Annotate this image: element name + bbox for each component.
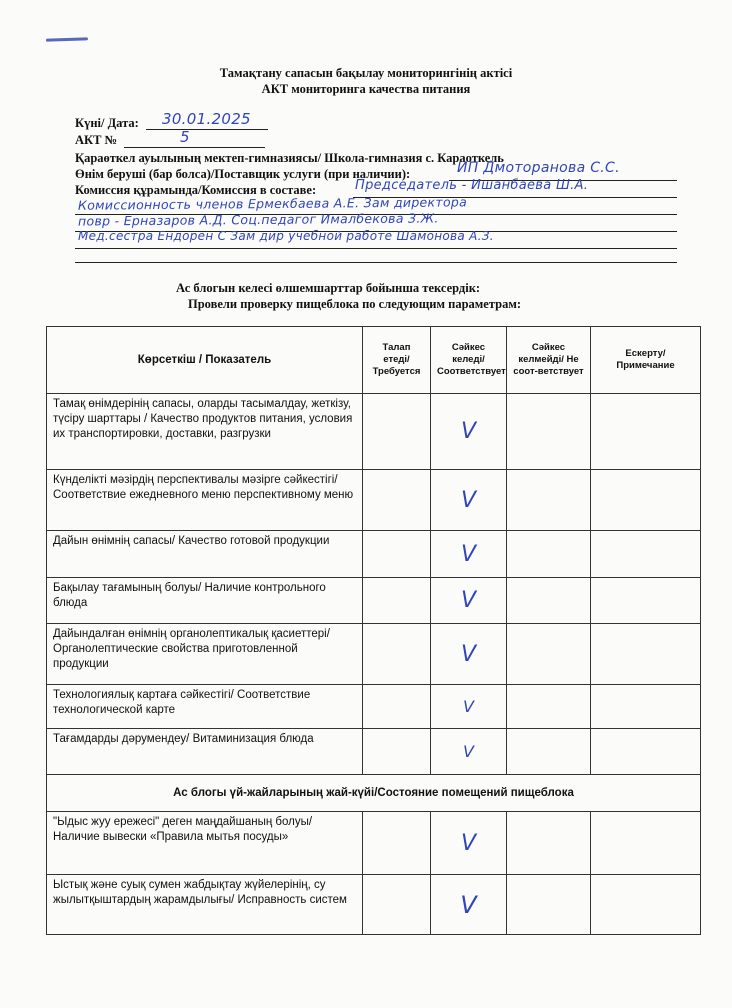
section-title: Ас блогы үй-жайларының жай-күйі/Состояние помещений пищеблока <box>47 775 701 812</box>
table-row <box>47 812 701 875</box>
table-row <box>47 875 701 935</box>
title-ru: АКТ мониторинга качества питания <box>261 82 471 96</box>
required-cell <box>363 729 431 775</box>
noncompliant-cell <box>507 470 591 531</box>
required-cell <box>363 470 431 531</box>
indicator-cell: Дайындалған өнімнің органолептикалық қасиеттері/Органолептические свойства приготовленной продукции <box>47 624 363 685</box>
required-cell <box>363 624 431 685</box>
table-row <box>47 394 701 470</box>
note-cell <box>591 578 701 624</box>
note-cell <box>591 812 701 875</box>
check-mark-icon: V <box>463 697 474 716</box>
note-cell <box>591 875 701 935</box>
noncompliant-cell <box>507 394 591 470</box>
intro-ru: Провели проверку пищеблока по следующим параметрам: <box>188 297 522 311</box>
note-cell <box>591 531 701 578</box>
compliant-cell <box>431 685 507 729</box>
indicator-cell: Күнделікті мәзірдің перспективалы мәзірге сәйкестігі/ Соответствие ежедневного меню перспективному меню <box>47 470 363 531</box>
act-number-underline <box>124 147 265 148</box>
commission-line-1: Председатель - Ишанбаева Ш.А. <box>355 178 589 193</box>
compliant-cell <box>431 729 507 775</box>
school-name: Қараөткел ауылының мектеп-гимназиясы/ Школа-гимназия с. Караоткель <box>75 151 504 165</box>
indicator-cell: Дайын өнімнің сапасы/ Качество готовой продукции <box>47 531 363 578</box>
provider-label: Өнім беруші (бар болса)/Поставщик услуги (при наличии): <box>75 167 411 181</box>
noncompliant-cell <box>507 875 591 935</box>
commission-line-3: повр - Ерназаров А.Д. Соц.педагог Ималбекова З.Ж. <box>77 210 439 229</box>
compliant-cell <box>431 394 507 470</box>
check-mark-icon: V <box>460 487 477 513</box>
required-cell <box>363 875 431 935</box>
commission-line-4: Мед.сестра Ендорен С Зам дир учебной работе Шамонова А.З. <box>78 229 494 243</box>
table-header-row <box>47 327 701 394</box>
compliant-cell <box>431 531 507 578</box>
col-header-indicator: Көрсеткіш / Показатель <box>47 327 363 394</box>
note-cell <box>591 470 701 531</box>
check-mark-icon: V <box>460 641 477 667</box>
date-label: Күні/ Дата: <box>75 116 139 130</box>
required-cell <box>363 812 431 875</box>
compliant-cell <box>431 875 507 935</box>
inspection-table <box>46 326 701 935</box>
required-cell <box>363 531 431 578</box>
table-row <box>47 531 701 578</box>
indicator-cell: Тамақ өнімдерінің сапасы, оларды тасымалдау, жеткізу, түсіру шарттары / Качество продуктов питания, условия их транспортировки, доставки, разгрузки <box>47 394 363 470</box>
compliant-cell <box>431 470 507 531</box>
table-row <box>47 470 701 531</box>
check-mark-icon: V <box>460 830 477 856</box>
required-cell <box>363 394 431 470</box>
check-mark-icon: V <box>460 890 477 919</box>
indicator-cell: Технологиялық картаға сәйкестігі/ Соответствие технологической карте <box>47 685 363 729</box>
note-cell <box>591 729 701 775</box>
indicator-cell: Ыстық және суық сумен жабдықтау жүйелерінің, су жылытқыштардың жарамдылығы/ Исправность систем <box>47 875 363 935</box>
check-mark-icon: V <box>460 588 477 613</box>
table-row <box>47 685 701 729</box>
table-row <box>47 729 701 775</box>
indicator-cell: Бақылау тағамының болуы/ Наличие контрольного блюда <box>47 578 363 624</box>
date-value: 30.01.2025 <box>162 110 251 128</box>
indicator-cell: "Ыдыс жуу ережесі" деген маңдайшаның болуы/Наличие вывески «Правила мытья посуды» <box>47 812 363 875</box>
commission-label: Комиссия құрамында/Комиссия в составе: <box>75 183 317 197</box>
note-cell <box>591 685 701 729</box>
col-header-required: Талап етеді/Требуется <box>363 327 431 394</box>
pen-stroke-mark <box>46 37 88 41</box>
title-kz: Тамақтану сапасын бақылау мониторингінің актісі <box>219 66 513 80</box>
table-row <box>47 578 701 624</box>
commission-line-2: Комиссионность членов Ермекбаева А.Е. Зам директора <box>77 194 468 213</box>
act-number-value: 5 <box>180 128 190 146</box>
commission-underline-4 <box>75 248 677 249</box>
noncompliant-cell <box>507 578 591 624</box>
compliant-cell <box>431 624 507 685</box>
col-header-note: Ескерту/Примечание <box>591 327 701 394</box>
noncompliant-cell <box>507 531 591 578</box>
col-header-compliant: Сәйкес келеді/Соответствует <box>431 327 507 394</box>
check-mark-icon: V <box>460 419 477 444</box>
indicator-cell: Тағамдарды дәрумендеу/ Витаминизация блюда <box>47 729 363 775</box>
noncompliant-cell <box>507 729 591 775</box>
section-row <box>47 775 701 812</box>
table-row <box>47 624 701 685</box>
check-mark-icon: V <box>460 541 477 567</box>
noncompliant-cell <box>507 624 591 685</box>
note-cell <box>591 624 701 685</box>
required-cell <box>363 578 431 624</box>
note-cell <box>591 394 701 470</box>
compliant-cell <box>431 812 507 875</box>
intro-kz: Ас блогын келесі өлшемшарттар бойынша тексердік: <box>176 281 481 295</box>
noncompliant-cell <box>507 812 591 875</box>
provider-value: ИП Дмоторанова С.С. <box>457 160 620 176</box>
compliant-cell <box>431 578 507 624</box>
col-header-noncompliant: Сәйкес келмейді/ Не соот-ветствует <box>507 327 591 394</box>
required-cell <box>363 685 431 729</box>
check-mark-icon: V <box>463 742 474 761</box>
date-underline <box>146 129 268 130</box>
commission-underline-5 <box>75 262 677 263</box>
noncompliant-cell <box>507 685 591 729</box>
act-number-label: АКТ № <box>75 133 118 147</box>
